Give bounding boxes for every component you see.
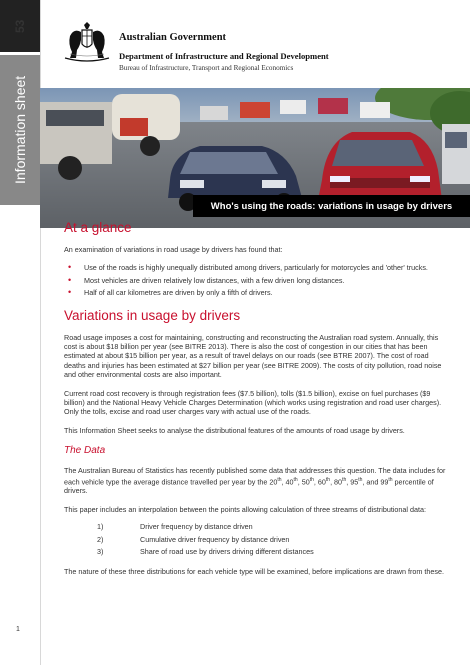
item-text: Share of road use by drivers driving different distances: [140, 547, 314, 557]
government-title: Australian Government: [119, 32, 227, 43]
variations-heading: Variations in usage by drivers: [64, 307, 241, 323]
data-list: [64, 522, 452, 556]
list-item: [64, 522, 452, 531]
main-content: [64, 218, 452, 576]
item-number: 2): [97, 534, 104, 544]
hero-caption: Who's using the roads: variations in usage by drivers: [193, 195, 470, 217]
data-closing: The nature of these three distributions for each vehicle type will be examined, before implications are drawn from these.: [64, 566, 444, 576]
list-item: • Most vehicles are driven relatively low distances, with a few driven long distances.: [64, 276, 452, 285]
data-paragraph-2: This paper includes an interpolation between the points allowing calculation of three streams of distributional data:: [64, 504, 426, 514]
list-item: • Half of all car kilometres are driven by only a fifth of drivers.: [64, 288, 452, 297]
variations-paragraph-1: Road usage imposes a cost for maintaining, constructing and reconstructing the Australian road system. Annually, this cost is about $18 billion per year (see BITRE 2013). There is also the cost of congestion in our cities that has been estimated at about $15 billion per year, as a result of travel delays on our roads (see BTRE 2007). The cost of road deaths and injuries has been estimated at $27 billion per year (see BITRE 2009). The costs of city pollution, road noise and other environmental costs are also important.: [64, 332, 442, 380]
department-title: Department of Infrastructure and Regional Development: [119, 51, 329, 61]
header: [40, 0, 470, 88]
list-item: • Use of the roads is highly unequally distributed among drivers, particularly for motorcycles and 'other' trucks.: [64, 263, 452, 272]
glance-bullets: [64, 263, 452, 297]
variations-paragraph-2: Current road cost recovery is through registration fees ($7.5 billion), tolls ($1.5 billion), excise on fuel purchases ($9 billion) and the National Heavy Vehicle Charges Determination (which works using registration and road user charges). Only the tolls, excise and road user charges vary with actual use of the roads.: [64, 388, 442, 417]
data-paragraph-1: The Australian Bureau of Statistics has recently published some data that addresses this question. The data includes for each vehicle type the average distance travelled per year by the 20th, 40th, 50th, 60th, 80th, 95th, and 99th percentile of drivers.: [64, 466, 446, 496]
glance-heading: At a glance: [64, 220, 132, 235]
sidebar: [0, 0, 41, 665]
item-text: Driver frequency by distance driven: [140, 522, 253, 532]
list-item: [64, 535, 452, 544]
page-number: 1: [16, 626, 20, 633]
bureau-title: Bureau of Infrastructure, Transport and Regional Economics: [119, 64, 294, 72]
variations-paragraph-3: This Information Sheet seeks to analyse the distributional features of the amounts of road usage by drivers.: [64, 425, 405, 435]
issue-number: 53: [13, 19, 27, 33]
glance-intro: An examination of variations in road usage by drivers has found that:: [64, 245, 283, 254]
list-item: [64, 547, 452, 556]
data-heading: The Data: [64, 445, 106, 457]
item-number: 1): [97, 522, 104, 532]
item-text: Cumulative driver frequency by distance driven: [140, 534, 290, 544]
coat-of-arms-icon: [60, 22, 114, 62]
item-number: 3): [97, 547, 104, 557]
sheet-label: Information sheet: [12, 75, 28, 185]
